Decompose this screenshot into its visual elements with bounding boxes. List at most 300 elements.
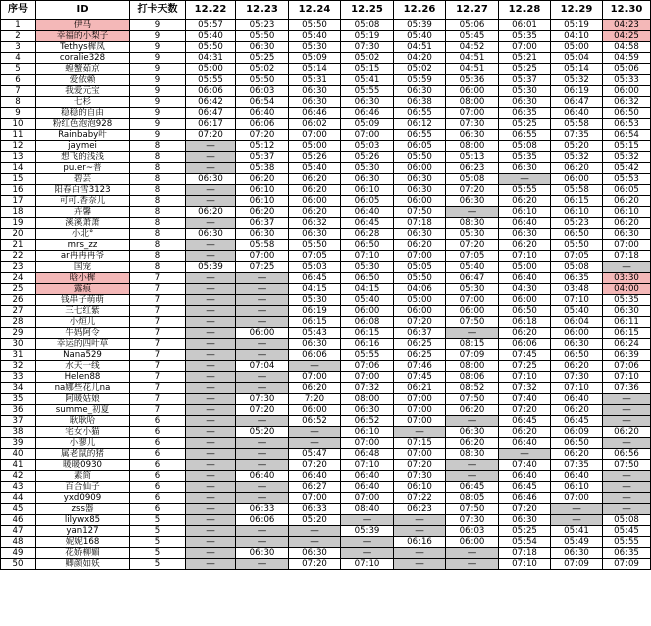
time-cell: 06:45 xyxy=(499,416,551,427)
time-cell: 06:15 xyxy=(603,328,651,339)
time-cell: 07:20 xyxy=(446,185,499,196)
time-cell: 08:15 xyxy=(446,339,499,350)
time-cell: 06:03 xyxy=(446,526,499,537)
time-cell: 07:30 xyxy=(394,471,446,482)
time-cell: 05:02 xyxy=(341,53,394,64)
time-cell: 05:35 xyxy=(499,31,551,42)
time-cell: 05:26 xyxy=(341,152,394,163)
time-cell: 06:40 xyxy=(341,207,394,218)
time-cell: 06:17 xyxy=(186,119,236,130)
time-cell: — xyxy=(394,526,446,537)
row-index: 14 xyxy=(1,163,36,174)
table-row xyxy=(1,31,651,42)
time-cell: 06:40 xyxy=(499,471,551,482)
time-cell: 07:50 xyxy=(446,504,499,515)
time-cell: 05:32 xyxy=(551,75,603,86)
time-cell: 06:30 xyxy=(289,548,341,559)
time-cell: 06:30 xyxy=(289,229,341,240)
checkin-days: 7 xyxy=(130,383,186,394)
member-id: 粉红色泡泡928 xyxy=(36,119,130,130)
time-cell: 06:55 xyxy=(499,130,551,141)
row-index: 43 xyxy=(1,482,36,493)
time-cell: 05:03 xyxy=(341,141,394,152)
time-cell: 04:15 xyxy=(289,284,341,295)
header-row xyxy=(1,1,651,20)
member-id: 蝗蟹茹京 xyxy=(36,64,130,75)
time-cell: 07:50 xyxy=(603,460,651,471)
time-cell: 06:20 xyxy=(236,207,289,218)
time-cell: 06:37 xyxy=(394,328,446,339)
time-cell: — xyxy=(186,394,236,405)
time-cell: 07:00 xyxy=(236,251,289,262)
time-cell: 06:00 xyxy=(446,306,499,317)
time-cell: 06:30 xyxy=(186,229,236,240)
time-cell: 07:10 xyxy=(603,372,651,383)
time-cell: 04:51 xyxy=(446,64,499,75)
time-cell: — xyxy=(236,339,289,350)
time-cell: 06:50 xyxy=(499,306,551,317)
time-cell: 06:30 xyxy=(446,427,499,438)
time-cell: 06:20 xyxy=(499,427,551,438)
time-cell: 06:50 xyxy=(341,240,394,251)
header-index: 序号 xyxy=(1,1,36,20)
time-cell: 06:03 xyxy=(236,86,289,97)
table-row xyxy=(1,119,651,130)
time-cell: 06:20 xyxy=(446,438,499,449)
row-index: 3 xyxy=(1,42,36,53)
time-cell: 06:01 xyxy=(499,20,551,31)
member-id: 三七红紫 xyxy=(36,306,130,317)
time-cell: 06:08 xyxy=(341,317,394,328)
time-cell: 06:20 xyxy=(186,207,236,218)
header-date: 12.23 xyxy=(236,1,289,20)
time-cell: 07:50 xyxy=(446,317,499,328)
time-cell: 05:50 xyxy=(186,42,236,53)
header-date: 12.29 xyxy=(551,1,603,20)
time-cell: 06:10 xyxy=(551,207,603,218)
time-cell: 06:50 xyxy=(551,229,603,240)
time-cell: 06:02 xyxy=(289,119,341,130)
time-cell: 07:50 xyxy=(446,394,499,405)
time-cell: 06:00 xyxy=(499,295,551,306)
checkin-days: 5 xyxy=(130,548,186,559)
time-cell: 06:30 xyxy=(446,196,499,207)
time-cell: 05:20 xyxy=(236,427,289,438)
time-cell: 07:09 xyxy=(603,559,651,570)
header-id: ID xyxy=(36,1,130,20)
time-cell: 07:18 xyxy=(499,548,551,559)
member-id: coralie328 xyxy=(36,53,130,64)
checkin-days: 7 xyxy=(130,317,186,328)
time-cell: 07:20 xyxy=(499,504,551,515)
time-cell: 06:30 xyxy=(603,229,651,240)
time-cell: 04:06 xyxy=(394,284,446,295)
time-cell: 06:10 xyxy=(394,482,446,493)
time-cell: — xyxy=(603,394,651,405)
time-cell: 06:30 xyxy=(341,97,394,108)
row-index: 1 xyxy=(1,20,36,31)
time-cell: 07:10 xyxy=(551,383,603,394)
table-row xyxy=(1,240,651,251)
member-id: 溪溪萧萧 xyxy=(36,218,130,229)
time-cell: — xyxy=(551,504,603,515)
time-cell: — xyxy=(236,416,289,427)
time-cell: 07:00 xyxy=(394,405,446,416)
time-cell: — xyxy=(236,317,289,328)
time-cell: 06:40 xyxy=(551,471,603,482)
time-cell: — xyxy=(186,141,236,152)
time-cell: 06:09 xyxy=(551,427,603,438)
time-cell: — xyxy=(186,350,236,361)
time-cell: 06:54 xyxy=(236,97,289,108)
row-index: 22 xyxy=(1,251,36,262)
time-cell: — xyxy=(551,515,603,526)
time-cell: 05:32 xyxy=(551,152,603,163)
checkin-days: 8 xyxy=(130,152,186,163)
time-cell: 07:46 xyxy=(394,361,446,372)
time-cell: 05:50 xyxy=(236,31,289,42)
time-cell: 06:30 xyxy=(236,229,289,240)
time-cell: 07:20 xyxy=(289,559,341,570)
table-row xyxy=(1,42,651,53)
time-cell: 05:30 xyxy=(289,295,341,306)
time-cell: 07:15 xyxy=(394,438,446,449)
time-cell: 06:15 xyxy=(289,317,341,328)
time-cell: 05:40 xyxy=(341,295,394,306)
time-cell: 06:00 xyxy=(603,86,651,97)
time-cell: 05:13 xyxy=(446,152,499,163)
row-index: 38 xyxy=(1,427,36,438)
row-index: 19 xyxy=(1,218,36,229)
row-index: 8 xyxy=(1,97,36,108)
time-cell: — xyxy=(186,185,236,196)
row-index: 41 xyxy=(1,460,36,471)
time-cell: 06:20 xyxy=(499,240,551,251)
time-cell: 05:58 xyxy=(551,119,603,130)
time-cell: 06:30 xyxy=(499,229,551,240)
row-index: 7 xyxy=(1,86,36,97)
time-cell: 06:55 xyxy=(394,130,446,141)
time-cell: 06:00 xyxy=(236,328,289,339)
checkin-days: 7 xyxy=(130,339,186,350)
time-cell: 06:50 xyxy=(603,108,651,119)
member-id: Rainbaby叶 xyxy=(36,130,130,141)
time-cell: — xyxy=(499,174,551,185)
time-cell: 05:00 xyxy=(289,141,341,152)
member-id: jaymei xyxy=(36,141,130,152)
table-row xyxy=(1,328,651,339)
time-cell: 05:33 xyxy=(603,75,651,86)
row-index: 46 xyxy=(1,515,36,526)
checkin-days: 9 xyxy=(130,20,186,31)
checkin-days: 7 xyxy=(130,328,186,339)
time-cell: 06:30 xyxy=(186,174,236,185)
row-index: 29 xyxy=(1,328,36,339)
checkin-days: 5 xyxy=(130,515,186,526)
time-cell: 7:20 xyxy=(289,394,341,405)
time-cell: 05:55 xyxy=(603,537,651,548)
time-cell: — xyxy=(289,537,341,548)
member-id: 伊马 xyxy=(36,20,130,31)
time-cell: — xyxy=(186,427,236,438)
time-cell: 05:50 xyxy=(289,20,341,31)
table-row xyxy=(1,471,651,482)
time-cell: 06:30 xyxy=(603,306,651,317)
time-cell: 06:38 xyxy=(394,97,446,108)
time-cell: 07:00 xyxy=(446,108,499,119)
time-cell: 07:00 xyxy=(341,372,394,383)
row-index: 6 xyxy=(1,75,36,86)
time-cell: 08:30 xyxy=(446,449,499,460)
time-cell: 04:51 xyxy=(446,53,499,64)
row-index: 26 xyxy=(1,295,36,306)
member-id: 卿颜如妖 xyxy=(36,559,130,570)
table-row xyxy=(1,284,651,295)
checkin-days: 5 xyxy=(130,526,186,537)
time-cell: 06:33 xyxy=(236,504,289,515)
member-id: 宅女小猫 xyxy=(36,427,130,438)
time-cell: 05:55 xyxy=(341,350,394,361)
time-cell: — xyxy=(236,526,289,537)
time-cell: 06:27 xyxy=(289,482,341,493)
time-cell: — xyxy=(236,273,289,284)
time-cell: 07:32 xyxy=(341,383,394,394)
row-index: 36 xyxy=(1,405,36,416)
time-cell: — xyxy=(236,449,289,460)
time-cell: 05:40 xyxy=(446,262,499,273)
time-cell: 06:23 xyxy=(446,163,499,174)
member-id: 耿耿哈 xyxy=(36,416,130,427)
row-index: 15 xyxy=(1,174,36,185)
time-cell: 06:20 xyxy=(289,383,341,394)
time-cell: 07:20 xyxy=(394,317,446,328)
time-cell: 05:02 xyxy=(236,64,289,75)
row-index: 24 xyxy=(1,273,36,284)
row-index: 42 xyxy=(1,471,36,482)
member-id: Nana529 xyxy=(36,350,130,361)
time-cell: 05:40 xyxy=(186,31,236,42)
row-index: 16 xyxy=(1,185,36,196)
table-row xyxy=(1,416,651,427)
checkin-days: 6 xyxy=(130,471,186,482)
time-cell: 06:10 xyxy=(551,482,603,493)
time-cell: — xyxy=(236,383,289,394)
time-cell: 06:15 xyxy=(341,328,394,339)
checkin-days: 9 xyxy=(130,75,186,86)
time-cell: 06:20 xyxy=(289,207,341,218)
time-cell: — xyxy=(186,152,236,163)
table-row xyxy=(1,460,651,471)
member-id: 小北° xyxy=(36,229,130,240)
time-cell: 06:20 xyxy=(289,185,341,196)
table-row xyxy=(1,493,651,504)
time-cell: — xyxy=(446,416,499,427)
time-cell: 05:41 xyxy=(551,526,603,537)
time-cell: 08:52 xyxy=(446,383,499,394)
table-row xyxy=(1,383,651,394)
time-cell: 05:35 xyxy=(603,295,651,306)
time-cell: 06:47 xyxy=(446,273,499,284)
time-cell: — xyxy=(186,218,236,229)
time-cell: 05:55 xyxy=(341,86,394,97)
time-cell: — xyxy=(186,559,236,570)
checkin-days: 8 xyxy=(130,262,186,273)
header-date: 12.28 xyxy=(499,1,551,20)
time-cell: — xyxy=(236,559,289,570)
checkin-days: 7 xyxy=(130,372,186,383)
time-cell: 05:45 xyxy=(603,526,651,537)
time-cell: 06:05 xyxy=(341,196,394,207)
time-cell: 07:20 xyxy=(236,405,289,416)
time-cell: — xyxy=(289,526,341,537)
time-cell: 06:20 xyxy=(551,449,603,460)
row-index: 48 xyxy=(1,537,36,548)
time-cell: 06:45 xyxy=(341,218,394,229)
time-cell: — xyxy=(186,460,236,471)
time-cell: 06:10 xyxy=(341,427,394,438)
time-cell: 07:00 xyxy=(551,493,603,504)
time-cell: 06:20 xyxy=(603,427,651,438)
table-row xyxy=(1,405,651,416)
table-row xyxy=(1,350,651,361)
time-cell: 05:55 xyxy=(186,75,236,86)
time-cell: 06:00 xyxy=(446,537,499,548)
row-index: 47 xyxy=(1,526,36,537)
checkin-days: 8 xyxy=(130,185,186,196)
time-cell: 05:12 xyxy=(236,141,289,152)
time-cell: — xyxy=(603,405,651,416)
time-cell: 07:36 xyxy=(603,383,651,394)
time-cell: 05:20 xyxy=(289,515,341,526)
row-index: 18 xyxy=(1,207,36,218)
time-cell: 05:00 xyxy=(394,295,446,306)
time-cell: 06:11 xyxy=(603,317,651,328)
time-cell: — xyxy=(186,372,236,383)
time-cell: 07:10 xyxy=(499,372,551,383)
row-index: 35 xyxy=(1,394,36,405)
time-cell: 05:50 xyxy=(551,240,603,251)
time-cell: — xyxy=(186,493,236,504)
time-cell: — xyxy=(289,361,341,372)
time-cell: 06:30 xyxy=(551,339,603,350)
header-date: 12.27 xyxy=(446,1,499,20)
table-row xyxy=(1,449,651,460)
time-cell: 05:35 xyxy=(499,152,551,163)
time-cell: 07:20 xyxy=(499,405,551,416)
checkin-days: 6 xyxy=(130,438,186,449)
time-cell: 06:10 xyxy=(236,196,289,207)
table-row xyxy=(1,438,651,449)
time-cell: — xyxy=(186,449,236,460)
member-id: 卉馨 xyxy=(36,207,130,218)
time-cell: 06:06 xyxy=(236,515,289,526)
time-cell: — xyxy=(186,273,236,284)
time-cell: 04:52 xyxy=(446,42,499,53)
time-cell: 07:04 xyxy=(236,361,289,372)
time-cell: 06:40 xyxy=(289,471,341,482)
time-cell: 08:00 xyxy=(446,97,499,108)
time-cell: — xyxy=(186,284,236,295)
time-cell: 08:40 xyxy=(341,504,394,515)
time-cell: 05:19 xyxy=(341,31,394,42)
time-cell: — xyxy=(394,559,446,570)
time-cell: — xyxy=(446,460,499,471)
time-cell: 05:41 xyxy=(341,75,394,86)
time-cell: 05:00 xyxy=(186,64,236,75)
time-cell: 05:30 xyxy=(446,229,499,240)
time-cell: 06:06 xyxy=(236,119,289,130)
time-cell: 06:21 xyxy=(394,383,446,394)
time-cell: 05:49 xyxy=(551,537,603,548)
time-cell: — xyxy=(446,559,499,570)
header-days: 打卡天数 xyxy=(130,1,186,20)
time-cell: 06:35 xyxy=(603,548,651,559)
time-cell: 06:30 xyxy=(289,97,341,108)
member-id: 花娇柳媚 xyxy=(36,548,130,559)
time-cell: 05:50 xyxy=(289,240,341,251)
time-cell: 06:10 xyxy=(341,185,394,196)
member-id: 幸运的四叶草 xyxy=(36,339,130,350)
time-cell: 06:30 xyxy=(394,229,446,240)
time-cell: 06:20 xyxy=(603,196,651,207)
time-cell: 05:25 xyxy=(236,53,289,64)
time-cell: 05:30 xyxy=(499,86,551,97)
checkin-days: 7 xyxy=(130,306,186,317)
time-cell: 04:20 xyxy=(394,53,446,64)
time-cell: 06:50 xyxy=(551,438,603,449)
checkin-days: 6 xyxy=(130,416,186,427)
time-cell: 07:30 xyxy=(446,119,499,130)
checkin-days: 8 xyxy=(130,174,186,185)
time-cell: — xyxy=(446,548,499,559)
time-cell: — xyxy=(186,339,236,350)
checkin-days: 8 xyxy=(130,196,186,207)
time-cell: 04:59 xyxy=(603,53,651,64)
member-id: 幸福的小梨子 xyxy=(36,31,130,42)
time-cell: 07:10 xyxy=(499,251,551,262)
checkin-days: 9 xyxy=(130,130,186,141)
time-cell: 07:05 xyxy=(446,251,499,262)
time-cell: 06:24 xyxy=(603,339,651,350)
time-cell: 06:33 xyxy=(289,504,341,515)
time-cell: 05:30 xyxy=(289,42,341,53)
checkin-days: 8 xyxy=(130,163,186,174)
time-cell: 06:20 xyxy=(551,405,603,416)
row-index: 2 xyxy=(1,31,36,42)
time-cell: 07:40 xyxy=(499,394,551,405)
time-cell: 06:00 xyxy=(289,196,341,207)
row-index: 33 xyxy=(1,372,36,383)
time-cell: 06:20 xyxy=(289,174,341,185)
time-cell: 08:00 xyxy=(446,361,499,372)
time-cell: 06:30 xyxy=(394,174,446,185)
time-cell: 05:08 xyxy=(341,20,394,31)
time-cell: — xyxy=(186,240,236,251)
row-index: 40 xyxy=(1,449,36,460)
header-date: 12.22 xyxy=(186,1,236,20)
time-cell: 07:05 xyxy=(289,251,341,262)
time-cell: 06:15 xyxy=(551,196,603,207)
time-cell: 06:47 xyxy=(551,97,603,108)
time-cell: 07:10 xyxy=(341,460,394,471)
time-cell: 06:40 xyxy=(499,438,551,449)
time-cell: 06:32 xyxy=(603,97,651,108)
table-row xyxy=(1,548,651,559)
time-cell: — xyxy=(341,515,394,526)
time-cell: 05:40 xyxy=(289,31,341,42)
time-cell: 07:10 xyxy=(341,251,394,262)
row-index: 23 xyxy=(1,262,36,273)
